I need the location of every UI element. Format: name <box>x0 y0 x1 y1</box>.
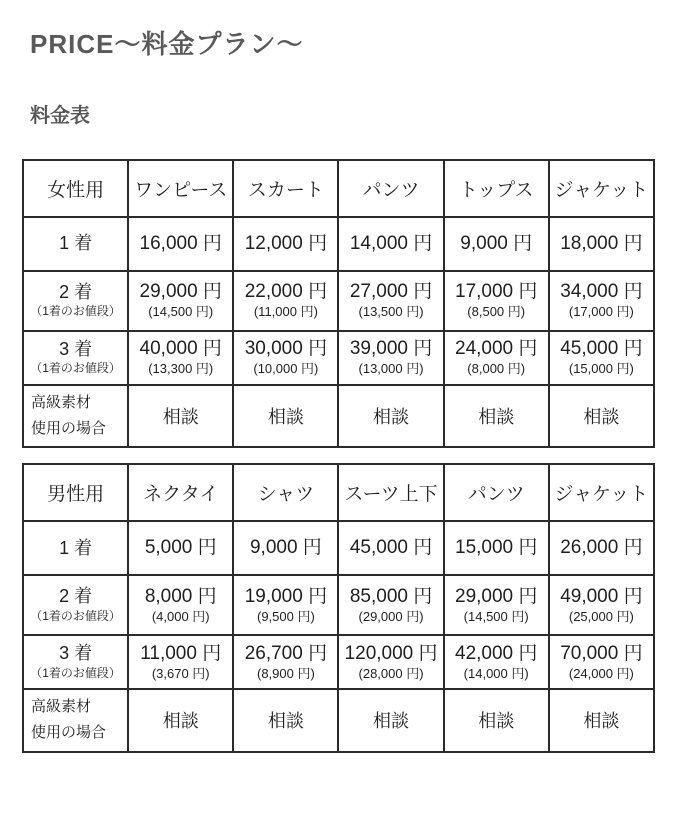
price-value: 42,000 円 <box>455 642 538 664</box>
price-per-item-value: (24,000 円) <box>568 665 634 681</box>
price-cell <box>549 575 654 635</box>
price-value: 49,000 円 <box>560 585 643 607</box>
price-cell <box>338 575 443 635</box>
price-per-item-value: (25,000 円) <box>568 608 634 624</box>
column-header: ネクタイ <box>128 464 233 521</box>
price-value: 17,000 円 <box>455 281 538 303</box>
price-cell <box>549 331 654 385</box>
table-header-row <box>23 464 654 521</box>
price-per-item-value: (13,300 円) <box>148 361 214 377</box>
price-cell <box>338 635 443 689</box>
consult-cell <box>128 689 233 752</box>
price-value: 29,000 円 <box>139 281 222 303</box>
row-label-note: （1着のお値段） <box>30 665 121 680</box>
price-cell <box>128 521 233 575</box>
price-cell <box>338 521 443 575</box>
price-per-item-value: (13,000 円) <box>358 361 424 377</box>
price-cell <box>338 271 443 331</box>
column-header: ワンピース <box>128 160 233 217</box>
row-label: 1 着 <box>59 233 93 254</box>
consult-cell <box>549 385 654 448</box>
column-header: パンツ <box>338 160 443 217</box>
table-row <box>23 635 654 689</box>
price-per-item-value: (17,000 円) <box>568 304 634 320</box>
consult-cell <box>444 689 549 752</box>
men-price-table <box>22 463 655 753</box>
price-value: 26,000 円 <box>560 537 643 559</box>
price-per-item-value: (29,000 円) <box>358 608 424 624</box>
row-label-line: 使用の場合 <box>31 419 107 437</box>
table-row <box>23 575 654 635</box>
price-cell <box>338 217 443 271</box>
price-value: 9,000 円 <box>249 537 322 559</box>
table-group-header: 女性用 <box>23 160 128 217</box>
price-value: 85,000 円 <box>349 585 433 607</box>
consult-cell <box>233 689 338 752</box>
row-label-note: （1着のお値段） <box>30 361 121 376</box>
price-value: 27,000 円 <box>349 281 433 303</box>
row-label-cell <box>23 331 128 385</box>
table-row <box>23 217 654 271</box>
price-value: 24,000 円 <box>455 338 538 360</box>
price-cell <box>444 271 549 331</box>
price-per-item-value: (14,500 円) <box>463 608 529 624</box>
price-value: 19,000 円 <box>244 585 328 607</box>
price-per-item-value: (28,000 円) <box>358 665 424 681</box>
column-header: スーツ上下 <box>338 464 443 521</box>
price-cell <box>233 521 338 575</box>
price-value: 45,000 円 <box>560 338 643 360</box>
consult-value: 相談 <box>478 711 515 732</box>
price-per-item-value: (13,500 円) <box>358 304 424 320</box>
price-cell <box>549 271 654 331</box>
price-value: 9,000 円 <box>460 232 533 254</box>
row-label: 1 着 <box>59 537 93 558</box>
price-cell <box>444 575 549 635</box>
price-value: 34,000 円 <box>560 281 643 303</box>
row-label: 2 着 <box>59 586 93 607</box>
row-label-line: 高級素材 <box>31 393 92 411</box>
page-title: PRICE～料金プラン～ <box>30 29 304 59</box>
table-group-header: 男性用 <box>23 464 128 521</box>
price-cell <box>549 635 654 689</box>
price-cell <box>128 217 233 271</box>
price-value: 26,700 円 <box>244 642 328 664</box>
price-per-item-value: (4,000 円) <box>151 608 210 624</box>
price-cell <box>444 217 549 271</box>
row-label-note: （1着のお値段） <box>30 608 121 623</box>
price-value: 30,000 円 <box>244 338 328 360</box>
table-row <box>23 385 654 448</box>
price-cell <box>338 331 443 385</box>
consult-value: 相談 <box>583 406 620 427</box>
price-value: 70,000 円 <box>560 642 643 664</box>
price-cell <box>444 331 549 385</box>
price-value: 5,000 円 <box>144 537 217 559</box>
page <box>0 30 700 753</box>
price-cell <box>233 331 338 385</box>
price-value: 18,000 円 <box>560 232 643 254</box>
consult-value: 相談 <box>267 711 304 732</box>
table-header-row <box>23 160 654 217</box>
consult-cell <box>549 689 654 752</box>
price-cell <box>128 635 233 689</box>
price-cell <box>444 521 549 575</box>
column-header: シャツ <box>233 464 338 521</box>
row-label-cell <box>23 385 128 448</box>
row-label-cell <box>23 217 128 271</box>
price-cell <box>233 575 338 635</box>
price-cell <box>233 271 338 331</box>
row-label-note: （1着のお値段） <box>30 304 121 319</box>
section-heading: 料金表 <box>30 104 90 127</box>
price-cell <box>128 331 233 385</box>
price-per-item-value: (10,000 円) <box>253 361 319 377</box>
consult-value: 相談 <box>373 711 410 732</box>
consult-value: 相談 <box>162 406 199 427</box>
consult-value: 相談 <box>267 406 304 427</box>
row-label-cell <box>23 271 128 331</box>
price-value: 11,000 円 <box>140 642 222 664</box>
consult-value: 相談 <box>478 406 515 427</box>
consult-cell <box>233 385 338 448</box>
price-per-item-value: (3,670 円) <box>151 665 210 681</box>
price-value: 29,000 円 <box>455 585 538 607</box>
consult-value: 相談 <box>373 406 410 427</box>
table-row <box>23 689 654 752</box>
price-value: 14,000 円 <box>349 232 433 254</box>
price-value: 8,000 円 <box>144 585 217 607</box>
price-value: 39,000 円 <box>349 338 433 360</box>
price-per-item-value: (8,900 円) <box>256 665 315 681</box>
row-label: 3 着 <box>59 643 93 664</box>
price-cell <box>233 635 338 689</box>
price-per-item-value: (8,000 円) <box>467 361 526 377</box>
table-row <box>23 271 654 331</box>
women-price-table <box>22 159 655 449</box>
row-label-line: 高級素材 <box>31 698 92 716</box>
row-label-cell <box>23 521 128 575</box>
price-value: 15,000 円 <box>455 537 538 559</box>
column-header: ジャケット <box>549 160 654 217</box>
price-tables-container <box>0 159 700 753</box>
row-label: 2 着 <box>59 281 93 302</box>
row-label-cell <box>23 689 128 752</box>
table-row <box>23 521 654 575</box>
price-per-item-value: (9,500 円) <box>256 608 315 624</box>
price-per-item-value: (11,000 円) <box>253 304 318 320</box>
price-cell <box>549 217 654 271</box>
column-header: ジャケット <box>549 464 654 521</box>
price-value: 120,000 円 <box>344 642 438 664</box>
price-value: 45,000 円 <box>349 537 433 559</box>
price-value: 22,000 円 <box>244 281 328 303</box>
column-header: トップス <box>444 160 549 217</box>
consult-value: 相談 <box>162 711 199 732</box>
price-value: 16,000 円 <box>139 232 222 254</box>
table-row <box>23 331 654 385</box>
consult-cell <box>128 385 233 448</box>
consult-cell <box>444 385 549 448</box>
row-label-line: 使用の場合 <box>31 724 107 742</box>
price-cell <box>128 575 233 635</box>
price-value: 12,000 円 <box>244 232 328 254</box>
price-cell <box>233 217 338 271</box>
column-header: スカート <box>233 160 338 217</box>
price-value: 40,000 円 <box>139 338 222 360</box>
row-label-cell <box>23 635 128 689</box>
price-per-item-value: (14,500 円) <box>148 304 214 320</box>
price-per-item-value: (8,500 円) <box>467 304 526 320</box>
price-cell <box>444 635 549 689</box>
column-header: パンツ <box>444 464 549 521</box>
price-per-item-value: (14,000 円) <box>463 665 529 681</box>
consult-cell <box>338 689 443 752</box>
price-per-item-value: (15,000 円) <box>568 361 634 377</box>
price-cell <box>128 271 233 331</box>
price-cell <box>549 521 654 575</box>
consult-value: 相談 <box>583 711 620 732</box>
consult-cell <box>338 385 443 448</box>
row-label-cell <box>23 575 128 635</box>
row-label: 3 着 <box>59 338 93 359</box>
